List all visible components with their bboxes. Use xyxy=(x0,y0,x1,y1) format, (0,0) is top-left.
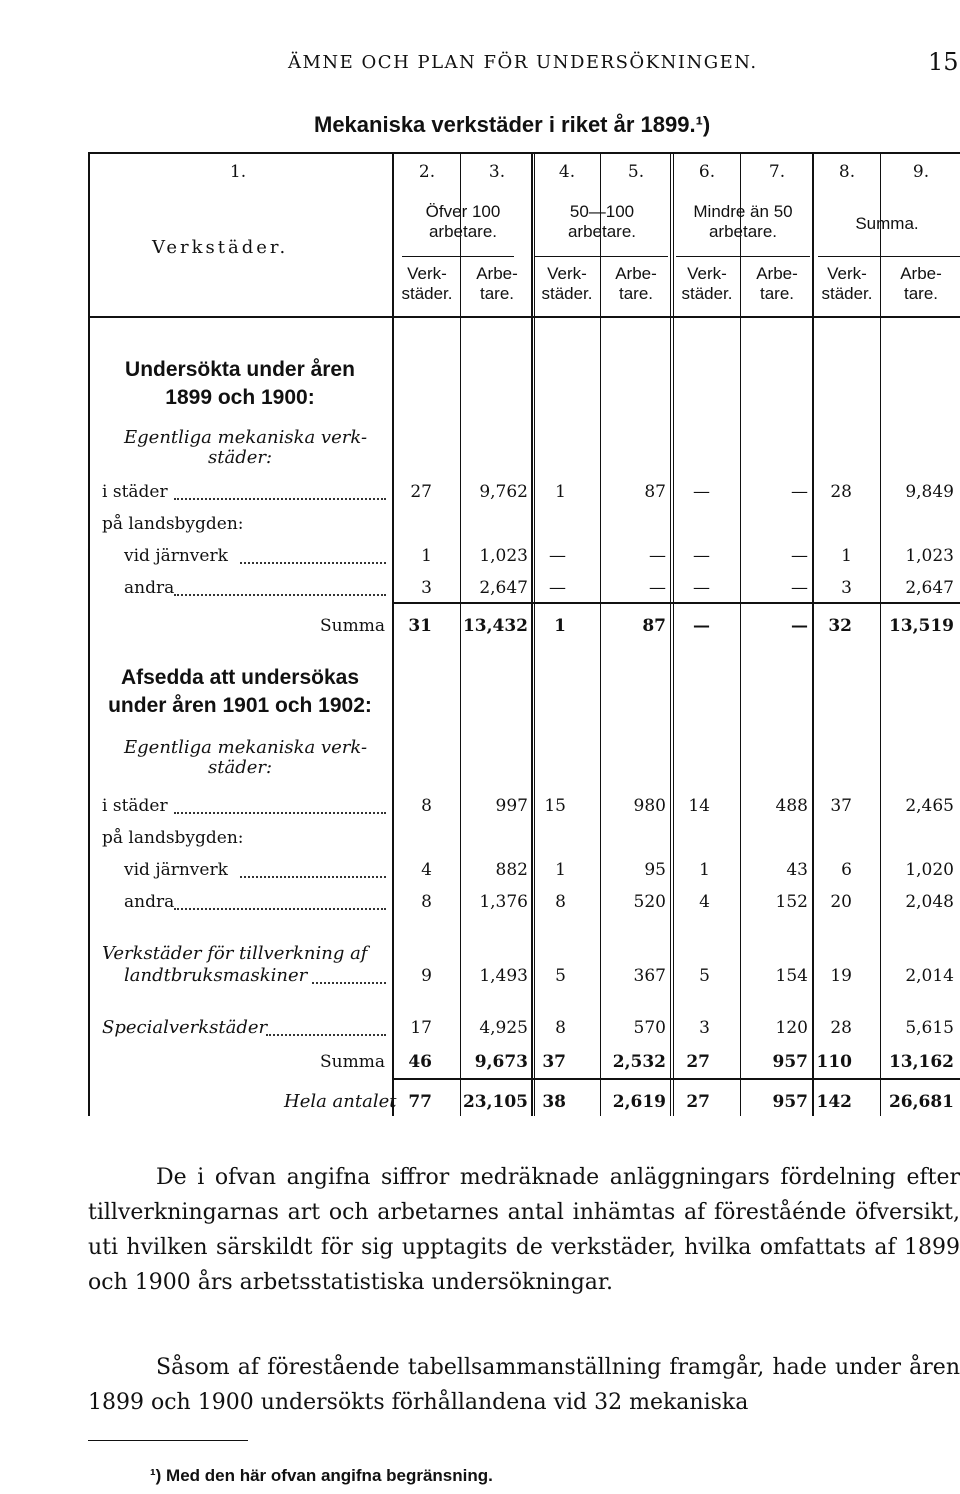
table-cell: 9,673 xyxy=(474,1052,528,1072)
table-cell: — xyxy=(649,546,666,566)
sub-header-line: tare. xyxy=(759,284,795,303)
sub-header-line: städer. xyxy=(681,284,733,303)
section-subheading: städer: xyxy=(208,447,273,468)
table-cell: 120 xyxy=(775,1018,808,1038)
footnote-rule xyxy=(88,1440,248,1441)
row-label: Verkstäder för tillverkning af xyxy=(102,943,368,964)
table-cell: 367 xyxy=(633,966,666,986)
table-cell: 1,376 xyxy=(479,892,528,912)
sub-header-verk xyxy=(674,264,740,304)
table-cell: 95 xyxy=(644,860,666,880)
table-cell: 37 xyxy=(542,1052,566,1072)
table-cell: 13,519 xyxy=(888,616,954,636)
table-cell: 15 xyxy=(544,796,566,816)
col-number: 8. xyxy=(838,162,856,182)
summa-label: Summa xyxy=(320,1052,385,1072)
table-cell: 2,619 xyxy=(612,1092,666,1112)
col-number: 3. xyxy=(488,162,506,182)
running-header: ÄMNE OCH PLAN FÖR UNDERSÖKNINGEN. xyxy=(288,52,758,73)
sub-header-line: städer. xyxy=(541,284,593,303)
table-cell: 31 xyxy=(408,616,432,636)
table-cell: — xyxy=(791,546,808,566)
sub-header-line: tare. xyxy=(618,284,654,303)
table-cell: 9,849 xyxy=(905,482,954,502)
table-cell: 26,681 xyxy=(888,1092,954,1112)
sub-header-verk xyxy=(814,264,880,304)
sub-header-verk xyxy=(534,264,600,304)
table-cell: 5 xyxy=(555,966,566,986)
table-cell: 5,615 xyxy=(905,1018,954,1038)
table-cell: 4 xyxy=(699,892,710,912)
group-header: arbetare. xyxy=(428,222,498,241)
summa-rule xyxy=(394,1078,960,1080)
table-cell: 2,048 xyxy=(905,892,954,912)
table-cell: 32 xyxy=(828,616,852,636)
sub-header-arbe xyxy=(882,264,960,304)
table-cell: 8 xyxy=(555,1018,566,1038)
group-header: Summa. xyxy=(855,214,919,233)
table-cell: — xyxy=(791,482,808,502)
table-cell: 27 xyxy=(410,482,432,502)
row-label: vid järnverk xyxy=(124,860,228,880)
section-heading: under åren 1901 och 1902: xyxy=(108,694,372,717)
group-rule xyxy=(818,256,960,257)
table-cell: 957 xyxy=(772,1052,808,1072)
table-cell: — xyxy=(549,546,566,566)
section-heading: Afsedda att undersökas xyxy=(120,666,360,689)
table-cell: 882 xyxy=(495,860,528,880)
table-cell: 2,647 xyxy=(905,578,954,598)
row-label: Specialverkstäder xyxy=(102,1017,268,1038)
table-cell: 1,020 xyxy=(905,860,954,880)
table-cell: 19 xyxy=(830,966,852,986)
sub-header-arbe xyxy=(602,264,670,304)
header-bottom-rule xyxy=(88,316,960,318)
body-paragraph-1 xyxy=(88,1160,960,1300)
row-label: landtbruksmaskiner xyxy=(124,965,308,986)
row-header-label: Verkstäder. xyxy=(152,237,289,258)
paragraph-text: De i ofvan angifna siffror medräknade anläggningars fördelning efter tillverkningarnas art och arbetarnes antal inhämtas af föreståénde öfversikt, uti hvilken särskildt för sig upptagits de verkstäder, hvilka omfattats af 1899 och 1900 års arbetsstatistiska undersökningar. xyxy=(88,1165,960,1295)
group-rule xyxy=(676,256,810,257)
sub-header-line: Arbe- xyxy=(900,264,942,283)
table-cell: 4,925 xyxy=(479,1018,528,1038)
table-cell: 77 xyxy=(408,1092,432,1112)
table-cell: 997 xyxy=(495,796,528,816)
group-header: Mindre än 50 xyxy=(693,202,793,221)
table-cell: 28 xyxy=(830,1018,852,1038)
table-cell: 8 xyxy=(421,796,432,816)
table-cell: 1,023 xyxy=(905,546,954,566)
group-rule xyxy=(402,256,514,257)
col-number: 7. xyxy=(768,162,786,182)
table-cell: 1 xyxy=(554,616,566,636)
table-cell: 46 xyxy=(408,1052,432,1072)
table-cell: 488 xyxy=(775,796,808,816)
section-heading: Undersökta under åren xyxy=(125,358,355,381)
sub-header-line: städer. xyxy=(821,284,873,303)
row-label: i städer xyxy=(102,482,168,502)
table-cell: 154 xyxy=(775,966,808,986)
table-cell: — xyxy=(693,578,710,598)
table-cell: — xyxy=(693,546,710,566)
table-cell: 38 xyxy=(542,1092,566,1112)
table-cell: 1 xyxy=(699,860,710,880)
body-paragraph-2 xyxy=(88,1350,960,1420)
group-header: Öfver 100 xyxy=(425,202,501,221)
table-cell: 152 xyxy=(775,892,808,912)
table-cell: 110 xyxy=(816,1052,852,1072)
row-label: andra xyxy=(124,578,175,598)
section-heading: 1899 och 1900: xyxy=(165,386,315,409)
table-cell: 37 xyxy=(830,796,852,816)
table-cell: 8 xyxy=(555,892,566,912)
group-label: på landsbygden: xyxy=(102,828,244,848)
sub-header-arbe xyxy=(742,264,812,304)
table-title: Mekaniska verkstäder i riket år 1899.¹) xyxy=(314,112,711,137)
section-subheading: Egentliga mekaniska verk- xyxy=(124,427,368,448)
table-cell: 957 xyxy=(772,1092,808,1112)
table-cell: 1 xyxy=(555,860,566,880)
row-label: i städer xyxy=(102,796,168,816)
col-number: 4. xyxy=(558,162,576,182)
table-cell: 3 xyxy=(841,578,852,598)
page-number: 15 xyxy=(928,48,959,76)
table-cell: — xyxy=(693,616,710,636)
col-number: 2. xyxy=(418,162,436,182)
table-cell: — xyxy=(649,578,666,598)
table-cell: 520 xyxy=(633,892,666,912)
table-cell: 87 xyxy=(642,616,666,636)
summa-label: Summa xyxy=(320,616,385,636)
col-number: 1. xyxy=(229,162,247,182)
table-cell: 87 xyxy=(644,482,666,502)
table-cell: — xyxy=(791,578,808,598)
table-cell: 13,432 xyxy=(462,616,528,636)
section-subheading: städer: xyxy=(208,757,273,778)
sub-header-line: Verk- xyxy=(827,264,867,283)
footnote: ¹) Med den här ofvan angifna begränsning. xyxy=(150,1466,493,1485)
table-cell: 1 xyxy=(555,482,566,502)
table-cell: 1 xyxy=(841,546,852,566)
row-label: andra xyxy=(124,892,175,912)
table-cell: 5 xyxy=(699,966,710,986)
table-cell: — xyxy=(693,482,710,502)
sub-header-line: Verk- xyxy=(547,264,587,283)
group-label: på landsbygden: xyxy=(102,514,244,534)
table-top-rule xyxy=(88,152,960,154)
table-cell: 142 xyxy=(816,1092,852,1112)
sub-header-line: Verk- xyxy=(687,264,727,283)
table-cell: — xyxy=(791,616,808,636)
table-cell: 2,014 xyxy=(905,966,954,986)
statistics-table xyxy=(88,152,960,1116)
paragraph-text: Såsom af förestående tabellsammanställning framgår, hade under åren 1899 och 1900 undersökts förhållandena vid 32 mekaniska xyxy=(88,1355,960,1415)
table-cell: 27 xyxy=(686,1052,710,1072)
group-header: 50—100 xyxy=(569,202,635,221)
table-cell: 4 xyxy=(421,860,432,880)
section-subheading: Egentliga mekaniska verk- xyxy=(124,737,368,758)
table-cell: 27 xyxy=(686,1092,710,1112)
sub-header-line: tare. xyxy=(903,284,939,303)
table-cell: 6 xyxy=(841,860,852,880)
total-label: Hela antalet xyxy=(284,1091,397,1112)
col-number: 5. xyxy=(627,162,645,182)
sub-header-arbe xyxy=(462,264,532,304)
table-cell: 3 xyxy=(421,578,432,598)
table-cell: 980 xyxy=(633,796,666,816)
sub-header-line: Arbe- xyxy=(756,264,798,283)
table-cell: 14 xyxy=(688,796,710,816)
table-cell: 8 xyxy=(421,892,432,912)
table-cell: 13,162 xyxy=(888,1052,954,1072)
col-number: 9. xyxy=(912,162,930,182)
col-number: 6. xyxy=(698,162,716,182)
sub-header-line: Arbe- xyxy=(615,264,657,283)
group-header: arbetare. xyxy=(708,222,778,241)
table-cell: 9 xyxy=(421,966,432,986)
table-cell: 20 xyxy=(830,892,852,912)
table-cell: 1,493 xyxy=(479,966,528,986)
table-cell: 570 xyxy=(633,1018,666,1038)
table-cell: 2,465 xyxy=(905,796,954,816)
group-rule xyxy=(534,256,668,257)
table-cell: 1 xyxy=(421,546,432,566)
table-cell: 3 xyxy=(699,1018,710,1038)
table-cell: 9,762 xyxy=(479,482,528,502)
table-cell: 23,105 xyxy=(462,1092,528,1112)
summa-rule xyxy=(394,602,960,604)
row-label: vid järnverk xyxy=(124,546,228,566)
table-cell: — xyxy=(549,578,566,598)
table-cell: 2,532 xyxy=(612,1052,666,1072)
table-cell: 17 xyxy=(410,1018,432,1038)
table-cell: 43 xyxy=(786,860,808,880)
sub-header-line: Arbe- xyxy=(476,264,518,283)
table-cell: 1,023 xyxy=(479,546,528,566)
table-cell: 2,647 xyxy=(479,578,528,598)
sub-header-line: tare. xyxy=(479,284,515,303)
sub-header-line: Verk- xyxy=(407,264,447,283)
group-header: arbetare. xyxy=(567,222,637,241)
col-rule xyxy=(88,152,90,1116)
sub-header-line: städer. xyxy=(401,284,453,303)
table-cell: 28 xyxy=(830,482,852,502)
sub-header-verk xyxy=(394,264,460,304)
